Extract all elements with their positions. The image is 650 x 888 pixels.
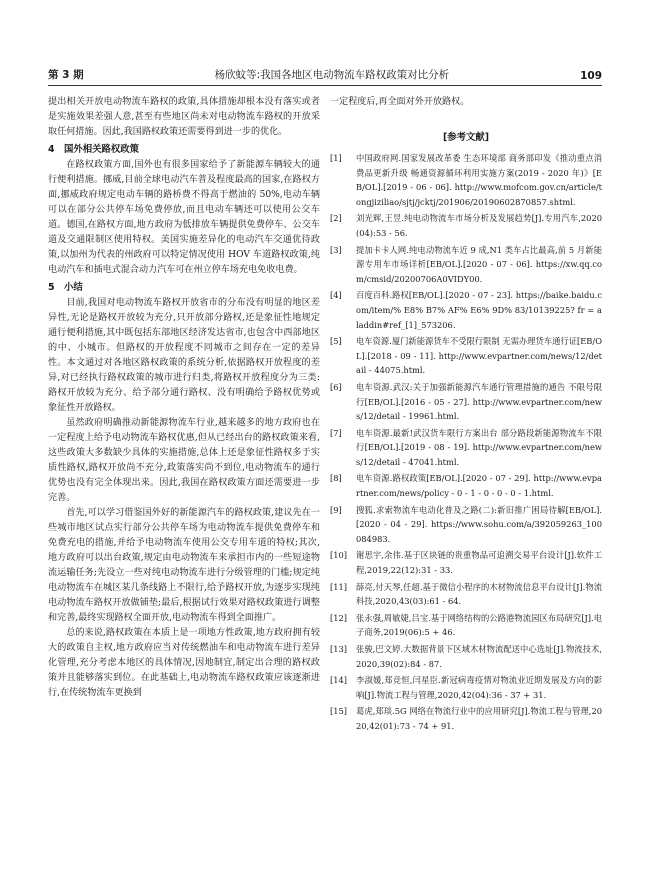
reference-text: 提加卡卡人网.纯电动物流车近 9 成,N1 类车占比最高,前 5 月新能源专用车市场详析[EB/OL].[2020 - 07 - 06]. https://xw.qq.com/cmsid/20200706A0VIDY00. xyxy=(356,244,602,284)
right-column xyxy=(330,95,602,736)
section-5-paragraph-1: 目前,我国对电动物流车路权开放省市的分布没有明显的地区差异性,无论是路权开放较为充分,只开放部分路权,还是象征性地规定通行便利措施,其中既包括东部地区经济发达省市,也包含中西部地区的中、小城市。但路权的开放程度不同城市之间存在一定的差异性。本文通过对各地区路权政策的系统分析,依据路权开放程度的差异,对已经执行路权政策的城市进行归类,将路权开放程度分为三类:路权开放较为充分、给予部分通行路权、没有明确给予路权优势或象征性开放路权。 xyxy=(48,298,320,413)
intro-paragraph: 提出相关开放电动物流车路权的政策,具体措施却根本没有落实或者是实施效果差强人意,甚至有些地区尚未对电动物流车路权的开放采取任何措施。因此,我国路权政策还需要得到进一步的优化。 xyxy=(48,97,320,137)
reference-text: 张永强,周敏婕,吕宝.基于网络结构的公路港物流园区布局研究[J].电子商务,2019(06):5 + 46. xyxy=(356,612,602,638)
running-header xyxy=(48,64,602,82)
reference-number: [3] xyxy=(330,244,342,255)
reference-number: [5] xyxy=(330,336,342,347)
reference-text: 薛亮,付天琴,任超.基于微信小程序的木材物流信息平台设计[J].物流科技,2020,43(03):61 - 64. xyxy=(356,581,602,607)
section-5-title: 小结 xyxy=(64,282,83,293)
reference-text: 葛虎,郑琰.5G 网络在物流行业中的应用研究[J].物流工程与管理,2020,42(01):73 - 74 + 91. xyxy=(356,706,602,731)
reference-number: [1] xyxy=(330,153,342,163)
reference-number: [14] xyxy=(330,675,348,686)
section-5-paragraph-4: 总的来说,路权政策在本质上是一项地方性政策,地方政府拥有较大的政策自主权,地方政府应当对传统燃油车和电动物流车进行差异化管理,充分考虑本地区的具体情况,因地制宜,制定出合理的路权政策并且能够落实到位。在此基础上,电动物流车路权政策应该逐渐进行,在传统物流车更换到 xyxy=(48,628,320,698)
reference-number: [11] xyxy=(330,581,348,592)
reference-text: 电车资源.最新!武汉货车限行方案出台 部分路段新能源物流车不限行[EB/OL].[2019 - 08 - 19]. http://www.evpartner.com/news/12/detail - 47041.html. xyxy=(356,427,602,467)
reference-item xyxy=(330,580,602,609)
reference-number: [15] xyxy=(330,706,348,717)
reference-item xyxy=(330,611,602,640)
section-4-title: 国外相关路权政策 xyxy=(64,144,140,155)
reference-text: 中国政府网.国家发展改革委 生态环境部 商务部印发《推动重点消费品更新升级 畅通资源循环利用实施方案(2019 - 2020 年)》[EB/OL].[2019 - 06 - 06]. http://www.mofcom.gov.cn/article/tongjiziliao/sjtj/jcktj/201906/20190602870857.shtml. xyxy=(356,153,602,207)
reference-text: 李淑媛,郑竞恒,闫星臣.新冠病毒疫情对物流业近期发展及方向的影响[J].物流工程与管理,2020,42(04):36 - 37 + 31. xyxy=(356,675,602,700)
reference-item xyxy=(330,642,602,671)
section-4-number: 4 xyxy=(48,144,55,155)
reference-item xyxy=(330,503,602,547)
reference-number: [4] xyxy=(330,290,342,301)
continued-paragraph: 一定程度后,再全面对外开放路权。 xyxy=(330,97,470,107)
reference-item xyxy=(330,243,602,287)
reference-item xyxy=(330,151,602,209)
reference-number: [6] xyxy=(330,381,342,392)
reference-item xyxy=(330,548,602,577)
references-heading: [参考文献] xyxy=(442,132,490,143)
reference-text: 百度百科.路权[EB/OL].[2020 - 07 - 23]. https://baike.baidu.com/item/% E8% B7% AF% E6% 9D% 83/10139225? fr = aladdin#ref_[1]_573206. xyxy=(356,290,602,330)
left-column xyxy=(48,95,320,701)
reference-list xyxy=(330,151,602,734)
reference-item xyxy=(330,211,602,240)
reference-item xyxy=(330,471,602,500)
reference-text: 张骏,巴文婷.大数据背景下区域木材物流配送中心选址[J].物流技术,2020,39(02):84 - 87. xyxy=(356,644,602,669)
reference-number: [7] xyxy=(330,427,342,438)
section-5-paragraph-3: 首先,可以学习借鉴国外好的新能源汽车的路权政策,建议先在一些城市地区试点实行部分公共停车场为电动物流车提供免费停车和免费充电的措施,并给予电动物流车使用公交专用车道的特权;其次,地方政府可以出台政策,规定由电动物流车来承担市内的一些短途物流运输任务;先设立一些对纯电动物流车进行分级管理的门槛;规定纯电动物流车在城区某几条线路上不限行,给予路权开放,为逐步实现纯电动物流车路权开放做铺垫;最后,根据试行效果对路权政策进行调整和完善,最终实现路权全面开放,电动物流车得到全面推广。 xyxy=(48,508,320,623)
reference-number: [12] xyxy=(330,612,348,623)
reference-number: [9] xyxy=(330,504,342,515)
section-5-number: 5 xyxy=(48,282,55,293)
section-5-heading xyxy=(48,280,320,295)
header-divider xyxy=(48,85,602,86)
reference-item xyxy=(330,334,602,378)
section-5-paragraph-2: 虽然政府明确推动新能源物流车行业,越来越多的地方政府也在一定程度上给予电动物流车路权优惠,但从已经出台的路权政策来看,这些政策大多数缺少具体的实施措施,总体上还是象征性路权多于实质性路权,路权开放尚不充分,政策落实尚不到位,电动物流车的通行优势也没有完全体现出来。因此,我国在路权政策方面还需要进一步完善。 xyxy=(48,418,320,503)
reference-item xyxy=(330,288,602,332)
reference-number: [10] xyxy=(330,550,348,561)
section-4-paragraph: 在路权政策方面,国外也有很多国家给予了新能源车辆较大的通行便利措施。挪威,目前全球电动汽车普及程度最高的国家,在路权方面,挪威政府规定电动车辆的路桥费不得高于燃油的 50%,电动车辆可以在部分公共停车场免费停放,而且电动车辆还可以使用公交车道。德国,在路权方面,地方政府为低排放车辆提供免费停车、公交车道及交通限制区使用特权。美国实施差异化的电动汽车交通优待政策,以加州为代表的州政府可以特定情况使用 HOV 车道路权政策,纯电动汽车和插电式混合动力汽车可在州立停车场充电免收电费。 xyxy=(48,160,320,275)
reference-text: 搜狐.求索物流车电动化普及之路(二):新旧推广困局待解[EB/OL].[2020 - 04 - 29]. https://www.sohu.com/a/392059263_100084983. xyxy=(356,504,602,544)
reference-item xyxy=(330,704,602,733)
reference-text: 刘光辉,王昱.纯电动物流车市场分析及发展趋势[J].专用汽车,2020(04):53 - 56. xyxy=(356,213,602,238)
reference-number: [13] xyxy=(330,644,348,654)
reference-item xyxy=(330,380,602,424)
reference-number: [2] xyxy=(330,213,342,224)
section-4-heading xyxy=(48,142,320,157)
reference-item xyxy=(330,426,602,470)
running-title: 杨欣蚊等:我国各地区电动物流车路权政策对比分析 xyxy=(214,69,450,81)
issue-number: 第 3 期 xyxy=(48,69,84,81)
reference-text: 电车资源.厦门新能源货车不受限行限制 无需办理货车通行证[EB/OL].[2018 - 09 - 11]. http://www.evpartner.com/news/12/detail - 44075.html. xyxy=(356,336,602,376)
reference-text: 电车资源.路权政策[EB/OL].[2020 - 07 - 29]. http://www.evpartner.com/news/policy - 0 - 1 - 0 - 0 - 0 - 1.html. xyxy=(356,473,602,499)
reference-text: 谢思宇,余伟.基于区块链的贵重物品可追溯交易平台设计[J].软件工程,2019,22(12):31 - 33. xyxy=(356,550,602,576)
reference-number: [8] xyxy=(330,473,342,484)
page-number: 109 xyxy=(580,70,602,82)
reference-text: 电车资源.武汉:关于加强新能源汽车通行管理措施的通告 不限号限行[EB/OL].[2016 - 05 - 27]. http://www.evpartner.com/news/12/detail - 19961.html. xyxy=(356,381,602,422)
reference-item xyxy=(330,673,602,702)
